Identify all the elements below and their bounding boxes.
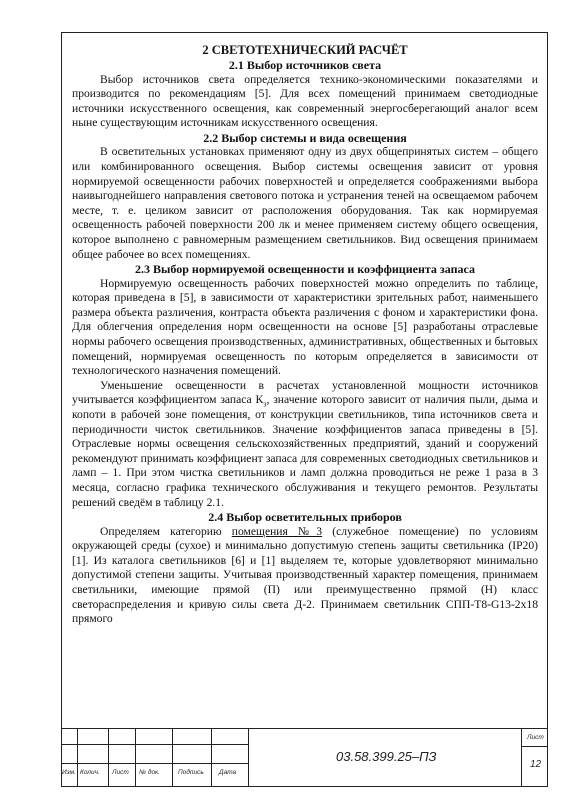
stamp-col-2 <box>108 728 109 787</box>
stamp-col-6 <box>248 728 249 787</box>
label-date: Дата <box>219 769 237 776</box>
subsection-2-4-title: 2.4 Выбор осветительных приборов <box>208 510 402 525</box>
sheet-number: 12 <box>530 759 542 770</box>
paragraph-2-4-rest: (служебное помещение) по условиям окружающей среды (сухое) и минимально допустимую степень защиты светильника (IP20) [1]. Из каталога светильников [6] и [1] выделяем те, которые удовлетворяют минимально допустимой степени защиты. Учитывая производственный характер помещения, принимаем светильники, имеющие прямой (П) или преимущественно прямой (Н) класс светораспределения и кривую силы света Д-2. Принимаем светильник СПП-Т8-G13-2х18 прямого <box>72 524 538 626</box>
sheet-label: Лист <box>527 734 544 741</box>
stamp-col-3 <box>135 728 136 787</box>
paragraph-2-1: Выбор источников света определяется технико-экономическими показателями и производится по рекомендациям [5]. Для всех помещений принимаем светодиодные источники искусственного освещения, как современный энергосберегающий аналог всем ныне существующим источникам искусственного освещения. <box>72 72 538 130</box>
stamp-col-4 <box>172 728 173 787</box>
subsection-2-3-title: 2.3 Выбор нормируемой освещенности и коэффициента запаса <box>135 262 475 277</box>
document-code: 03.58.399.25–ПЗ <box>336 749 437 764</box>
subsection-2-1-title: 2.1 Выбор источников света <box>228 58 382 72</box>
subscript-z: з <box>263 399 267 409</box>
stamp-col-7 <box>521 728 522 787</box>
paragraph-2-4-start: Определяем категорию <box>100 524 232 538</box>
document-body <box>72 38 538 718</box>
label-doc-no: № док. <box>139 769 160 776</box>
label-izm: Изм. <box>62 769 76 776</box>
label-kolich: Колич. <box>80 769 100 776</box>
subsection-2-2-title: 2.2 Выбор системы и вида освещения <box>203 130 407 145</box>
paragraph-2-3-2-rest: , значение которого зависит от наличия пыли, дыма и копоти в рабочей зоне помещения, от конструкции светильников, типа источников света и периодичности чисток светильников. Значение коэффициентов запаса приведены в [5]. Отраслевые нормы освещения сельскохозяйственных предприятий, зданий и сооружений рекомендуют принимать коэффициент запаса для современных светодиодных светильников и ламп – 1. При этом чистка светильников и ламп должна проводиться не реже 1 раза в 3 месяца, согласно графика технического обслуживания и текущего ремонтов. Результаты решений сведём в таблицу 2.1. <box>72 393 538 509</box>
paragraph-2-3-1: Нормируемую освещенность рабочих поверхностей можно определить по таблице, которая приведена в [5], в зависимости от характеристики зрительных работ, наименьшего размера объекта различения, контраста объекта различения с фоном и характеристики фона. Для облегчения определения норм освещенности на основе [5] разработаны отраслевые нормы рабочего освещения производственных, административных, общественных и бытовых помещений, нормируемая освещенность по которым определяется в зависимости от технологического назначения помещений. <box>72 276 538 378</box>
section-title: 2 СВЕТОТЕХНИЧЕСКИЙ РАСЧЁТ <box>202 43 408 57</box>
label-signature: Подпись <box>178 769 204 776</box>
paragraph-2-4 <box>72 525 538 627</box>
sheet-cell-line <box>521 746 548 747</box>
stamp-col-1 <box>77 728 78 787</box>
label-list: Лист <box>112 769 129 776</box>
stamp-row-line-1 <box>61 744 248 745</box>
stamp-row-line-2 <box>61 763 248 764</box>
stamp-col-5 <box>211 728 212 787</box>
paragraph-2-2: В осветительных установках применяют одну из двух общепринятых систем – общего или комбинированного освещения. Выбор системы освещения зависит от уровня нормируемой освещенности рабочих поверхностей и определяется соображениями выбора наивыгоднейшего направления светового потока и устранения теней на освещаемом рабочем месте, т. е. целиком зависит от расположения оборудования. Так как нормируемая освещенность рабочей поверхности 200 лк и менее применяем систему общего освещения, которое выполнено с равномерным размещением светильников. Вид освещения принимаем общее рабочее во всех помещениях. <box>72 145 538 261</box>
paragraph-2-3-2-start: Уменьшение освещенности в расчетах установленной мощности источников учитывается коэффициентом запаса К <box>72 378 538 407</box>
title-block <box>61 728 548 787</box>
paragraph-2-3-2 <box>72 379 538 510</box>
room-link[interactable]: помещения №3 <box>231 524 323 538</box>
